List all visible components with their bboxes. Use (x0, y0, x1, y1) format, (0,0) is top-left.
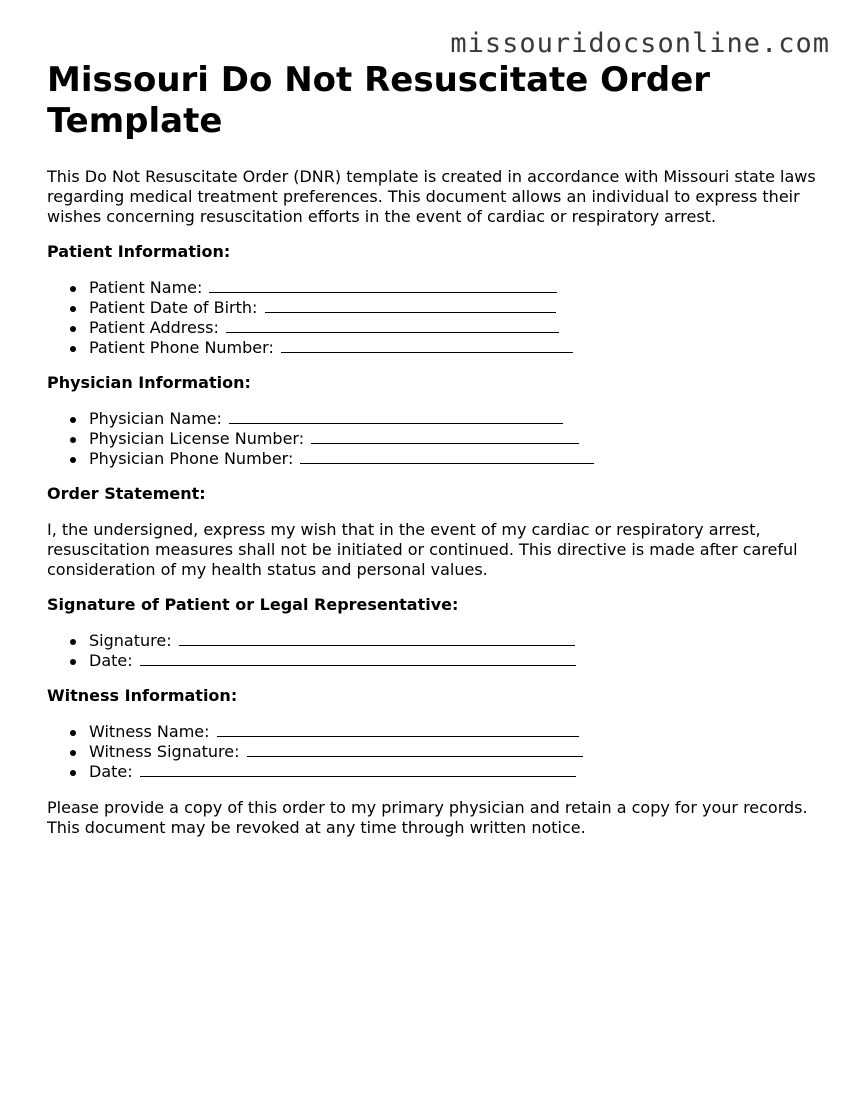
field-label: Patient Address: (89, 318, 219, 337)
field-label: Patient Phone Number: (89, 338, 274, 357)
blank-line[interactable] (140, 651, 576, 666)
field-label: Witness Name: (89, 722, 210, 741)
page-title: Missouri Do Not Resuscitate Order Template (47, 60, 711, 141)
witness-name-field (89, 722, 817, 742)
physician-license-field (89, 429, 817, 449)
watermark: missouridocsonline.com (450, 28, 830, 59)
intro-paragraph: This Do Not Resuscitate Order (DNR) template is created in accordance with Missouri state laws regarding medical treatment preferences. This document allows an individual to express their wishes concerning resuscitation efforts in the event of cardiac or respiratory arrest. (47, 167, 816, 226)
field-label: Physician Phone Number: (89, 449, 294, 468)
field-label: Signature: (89, 631, 172, 650)
witness-signature-field (89, 742, 817, 762)
document-page (47, 60, 817, 838)
signature-field (89, 631, 817, 651)
field-label: Physician Name: (89, 409, 222, 428)
patient-address-field (89, 318, 817, 338)
blank-line[interactable] (265, 298, 556, 313)
blank-line[interactable] (229, 409, 563, 424)
blank-line[interactable] (217, 722, 579, 737)
blank-line[interactable] (226, 318, 559, 333)
witness-heading: Witness Information: (47, 686, 238, 705)
field-label: Patient Date of Birth: (89, 298, 258, 317)
patient-dob-field (89, 298, 817, 318)
closing-paragraph: Please provide a copy of this order to my primary physician and retain a copy for your records. This document may be revoked at any time through written notice. (47, 798, 808, 837)
blank-line[interactable] (140, 762, 576, 777)
field-label: Patient Name: (89, 278, 203, 297)
patient-fields (47, 278, 817, 358)
signature-date-field (89, 651, 817, 671)
field-label: Physician License Number: (89, 429, 305, 448)
patient-heading: Patient Information: (47, 242, 231, 261)
physician-phone-field (89, 449, 817, 469)
order-statement: I, the undersigned, express my wish that in the event of my cardiac or respiratory arrest, resuscitation measures shall not be initiated or continued. This directive is made after careful consideration of my health status and personal values. (47, 520, 798, 579)
blank-line[interactable] (311, 429, 579, 444)
patient-phone-field (89, 338, 817, 358)
blank-line[interactable] (179, 631, 575, 646)
field-label: Date: (89, 651, 133, 670)
physician-heading: Physician Information: (47, 373, 251, 392)
physician-name-field (89, 409, 817, 429)
blank-line[interactable] (247, 742, 583, 757)
physician-fields (47, 409, 817, 469)
blank-line[interactable] (281, 338, 573, 353)
order-heading: Order Statement: (47, 484, 206, 503)
patient-name-field (89, 278, 817, 298)
blank-line[interactable] (300, 449, 594, 464)
field-label: Date: (89, 762, 133, 781)
witness-date-field (89, 762, 817, 782)
signature-heading: Signature of Patient or Legal Representative: (47, 595, 459, 614)
blank-line[interactable] (209, 278, 557, 293)
witness-fields (47, 722, 817, 782)
signature-fields (47, 631, 817, 671)
field-label: Witness Signature: (89, 742, 240, 761)
